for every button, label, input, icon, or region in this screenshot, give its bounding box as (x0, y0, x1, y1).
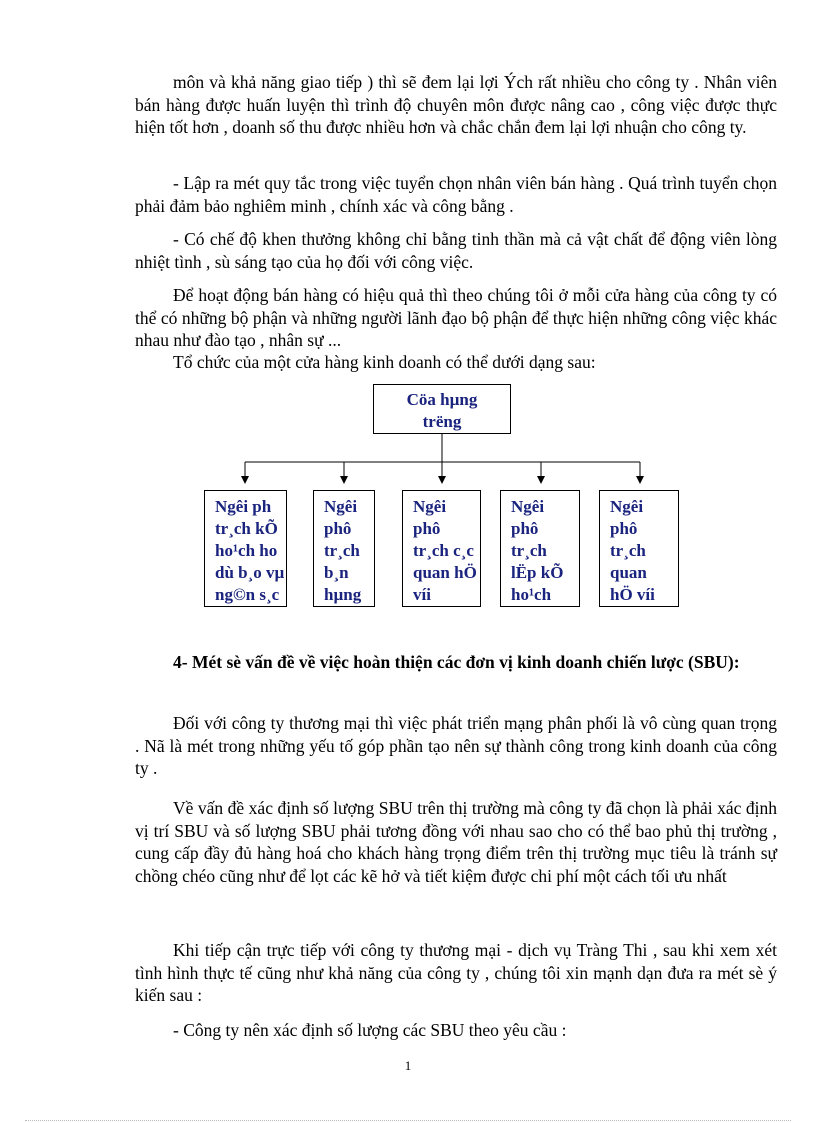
org-box-relations (402, 490, 481, 607)
section-heading: 4- Mét sè vấn đề về việc hoàn thiện các đơn vị kinh doanh chiến lược (SBU): (173, 652, 740, 672)
org-box-external-relations (599, 490, 679, 607)
org-box-plan-making (500, 490, 580, 607)
org-box-line: tr¸ch (511, 541, 547, 560)
org-box-line: víi (413, 585, 431, 604)
paragraph-3: - Có chế độ khen thưởng không chỉ bằng tinh thần mà cả vật chất để động viên lòng nhiệt tình , sù sáng tạo của họ đối với công việc. (135, 229, 777, 272)
org-box-line: b¸n (324, 563, 349, 582)
org-box-line: tr¸ch (324, 541, 360, 560)
org-box-store-manager (373, 384, 511, 434)
org-box-planning (204, 490, 287, 607)
org-box-line: tr¸ch (610, 541, 646, 560)
org-box-line: hµng (324, 585, 362, 604)
paragraph-8: - Công ty nên xác định số lượng các SBU theo yêu cầu : (173, 1020, 567, 1040)
org-box-line: Ngêi ph (215, 497, 272, 516)
org-box-line: Cöa hµng (406, 390, 478, 409)
org-box-line: ho¹ch (511, 585, 552, 604)
org-box-line: hÖ víi (610, 585, 655, 604)
org-box-line: phô (413, 519, 441, 538)
org-box-line: Ngêi (413, 497, 447, 516)
paragraph-5: Đối với công ty thương mại thì việc phát triển mạng phân phối là vô cùng quan trọng . Nã là mét trong những yếu tố góp phần tạo nên sự thành công trong kinh doanh của công ty . (135, 713, 777, 779)
org-box-line: Ngêi (511, 497, 545, 516)
paragraph-7: Khi tiếp cận trực tiếp với công ty thương mại - dịch vụ Tràng Thi , sau khi xem xét tình hình thực tế cũng như khả năng của công ty , chúng tôi xin mạnh dạn đưa ra mét sè ý kiến sau : (135, 940, 777, 1006)
org-box-line: Ngêi (324, 497, 358, 516)
org-box-line: ng©n s¸c (215, 585, 280, 604)
org-box-line: quan (610, 563, 647, 582)
page-number: 1 (404, 1058, 412, 1073)
paragraph-2: - Lập ra mét quy tắc trong việc tuyển chọn nhân viên bán hàng . Quá trình tuyển chọn phải đảm bảo nghiêm minh , chính xác và công bằng . (135, 173, 777, 216)
org-box-line: quan hÖ (413, 563, 477, 582)
org-box-line: trëng (422, 412, 462, 431)
org-box-line: phô (324, 519, 352, 538)
paragraph-6: Về vấn đề xác định số lượng SBU trên thị trường mà công ty đã chọn là phải xác định vị trí SBU và số lượng SBU phải tương đồng với nhau sao cho có thể bao phủ thị trường , cung cấp đầy đủ hàng hoá cho khách hàng trọng điểm trên thị trường mục tiêu là tránh sự chồng chéo cũng như để lọt các kẽ hở và tiết kiệm được chi phí một cách tối ưu nhất (135, 798, 777, 886)
org-box-line: dù b¸o vµ (215, 563, 285, 582)
org-box-line: phô (511, 519, 539, 538)
diagram-intro: Tổ chức của một cửa hàng kinh doanh có thể dưới dạng sau: (173, 352, 596, 372)
org-box-line: phô (610, 519, 638, 538)
org-box-sales (313, 490, 375, 607)
paragraph-1: môn và khả năng giao tiếp ) thì sẽ đem lại lợi Ých rất nhiều cho công ty . Nhân viên bán hàng được huấn luyện thì trình độ chuyên môn được nâng cao , công việc được thực hiện tốt hơn , doanh số thu được nhiều hơn và chắc chắn đem lại lợi nhuận cho công ty. (135, 72, 777, 138)
org-box-line: lËp kÕ (511, 563, 564, 582)
org-box-line: tr¸ch c¸c (413, 541, 474, 560)
paragraph-4: Để hoạt động bán hàng có hiệu quả thì theo chúng tôi ở mỗi cửa hàng của công ty có thể có những bộ phận và những người lãnh đạo bộ phận để thực hiện những công việc khác nhau như đào tạo , nhân sự ... (135, 285, 777, 351)
page-bottom-rule (25, 1120, 791, 1121)
org-box-line: tr¸ch kÕ (215, 519, 278, 538)
org-box-line: Ngêi (610, 497, 644, 516)
org-box-line: ho¹ch ho (215, 541, 278, 560)
